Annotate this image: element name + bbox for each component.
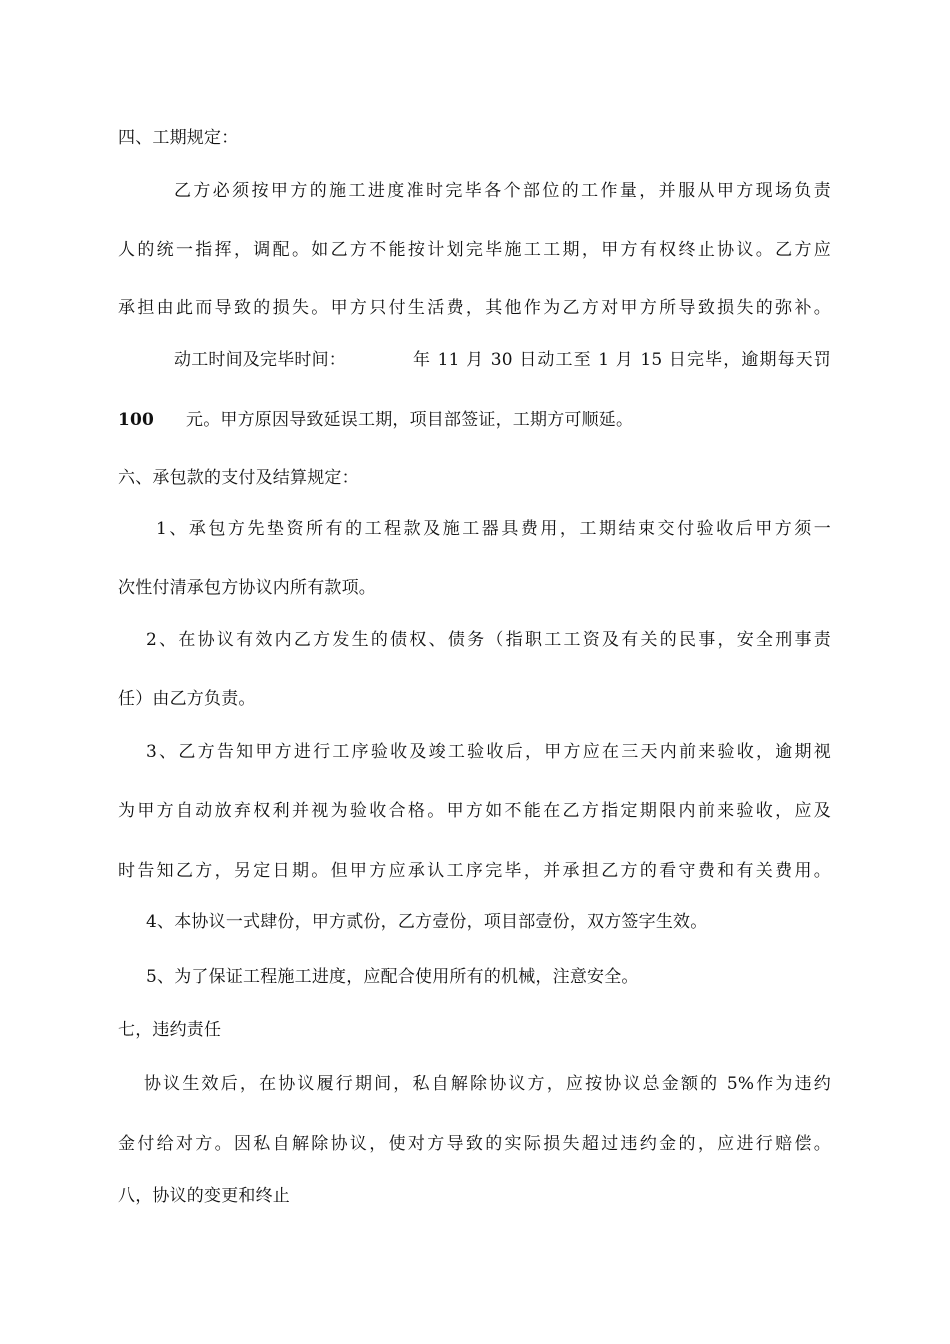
item-3-line-1: 3、乙方告知甲方进行工序验收及竣工验收后，甲方应在三天内前来验收，逾期视 bbox=[146, 742, 831, 762]
item-3-line-3: 时告知乙方，另定日期。但甲方应承认工序完毕，并承担乙方的看守费和有关费用。 bbox=[118, 861, 831, 881]
item-1-line-1: 1、承包方先垫资所有的工程款及施工器具费用，工期结束交付验收后甲方须一 bbox=[156, 519, 831, 539]
section-4-paragraph-1-line-1: 乙方必须按甲方的施工进度准时完毕各个部位的工作量，并服从甲方现场负责 bbox=[174, 181, 831, 201]
section-7-paragraph-line-1: 协议生效后，在协议履行期间，私自解除协议方，应按协议总金额的 5%作为违约 bbox=[144, 1074, 831, 1094]
item-4: 4、本协议一式肆份，甲方贰份，乙方壹份，项目部壹份，双方签字生效。 bbox=[146, 912, 708, 932]
section-6-heading: 六、承包款的支付及结算规定： bbox=[118, 468, 359, 488]
work-period-label: 动工时间及完毕时间： bbox=[174, 350, 346, 370]
penalty-amount: 100 bbox=[118, 410, 155, 430]
section-8-heading: 八，协议的变更和终止 bbox=[118, 1186, 290, 1206]
item-5: 5、为了保证工程施工进度，应配合使用所有的机械，注意安全。 bbox=[146, 967, 639, 987]
section-7-heading: 七，违约责任 bbox=[118, 1020, 222, 1040]
work-period-dates: 年 11 月 30 日动工至 1 月 15 日完毕，逾期每天罚 bbox=[413, 350, 831, 370]
item-2-line-2: 任）由乙方负责。 bbox=[118, 689, 256, 709]
item-3-line-2: 为甲方自动放弃权利并视为验收合格。甲方如不能在乙方指定期限内前来验收，应及 bbox=[118, 801, 831, 821]
section-4-paragraph-1-line-3: 承担由此而导致的损失。甲方只付生活费，其他作为乙方对甲方所导致损失的弥补。 bbox=[118, 298, 831, 318]
section-7-paragraph-line-2: 金付给对方。因私自解除协议，使对方导致的实际损失超过违约金的，应进行赔偿。 bbox=[118, 1134, 831, 1154]
work-period-line-2: 元。甲方原因导致延误工期，项目部签证，工期方可顺延。 bbox=[186, 410, 634, 430]
section-4-paragraph-1-line-2: 人的统一指挥，调配。如乙方不能按计划完毕施工工期，甲方有权终止协议。乙方应 bbox=[118, 240, 831, 260]
item-1-line-2: 次性付清承包方协议内所有款项。 bbox=[118, 578, 376, 598]
section-4-heading: 四、工期规定： bbox=[118, 128, 239, 148]
item-2-line-1: 2、在协议有效内乙方发生的债权、债务（指职工工资及有关的民事，安全刑事责 bbox=[146, 630, 831, 650]
